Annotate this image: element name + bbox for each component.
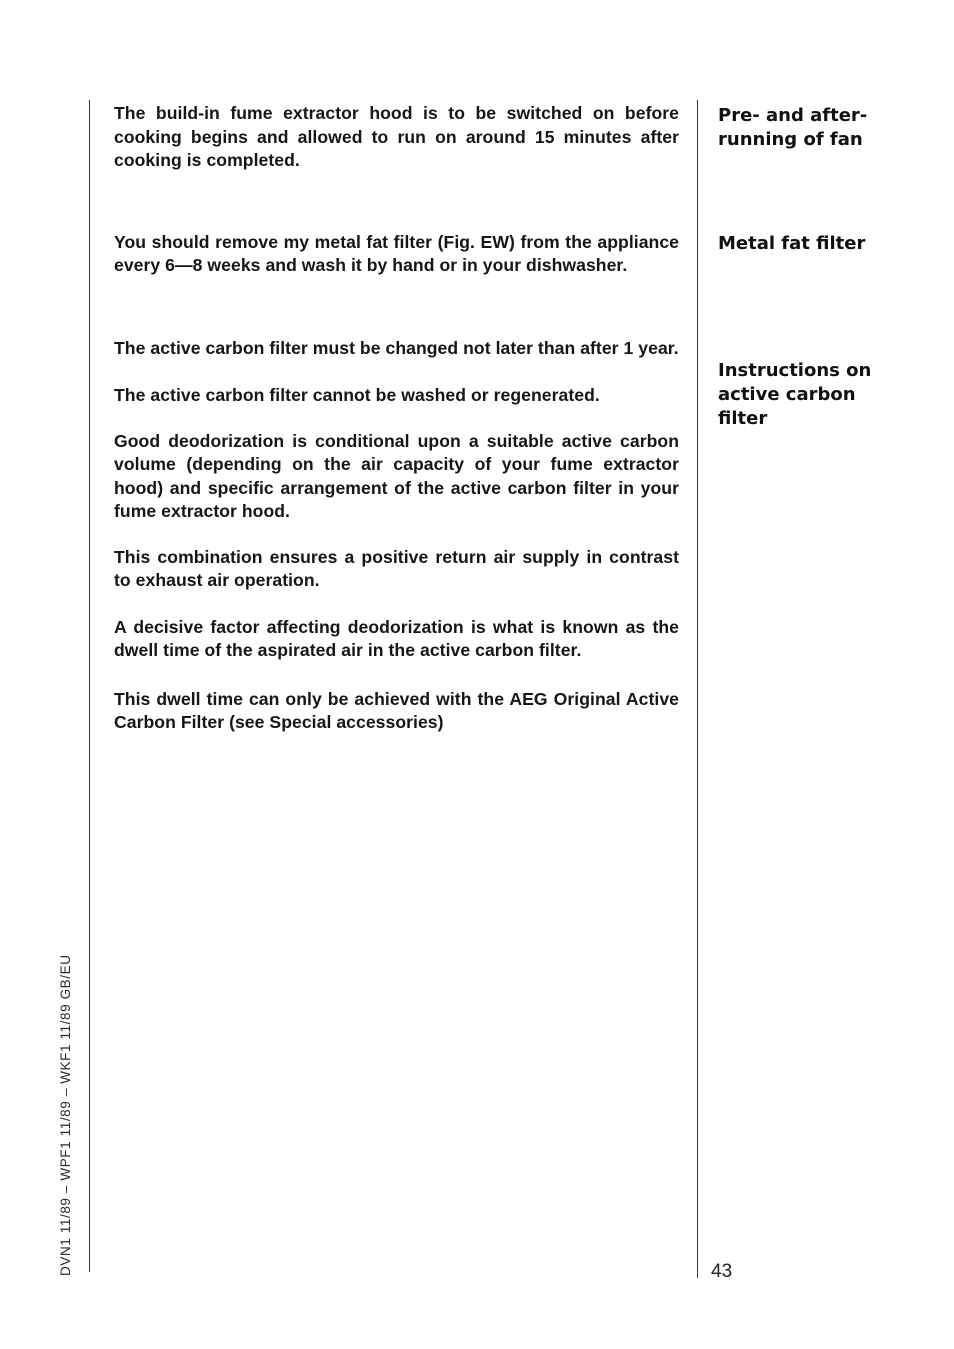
left-column-rule (89, 100, 90, 1272)
paragraph-dwell-time: A decisive factor affecting deodorization is what is known as the dwell time of the aspirated air in the active carbon filter. (114, 616, 679, 660)
paragraph-original-filter: This dwell time can only be achieved with the AEG Original Active Carbon Filter (see Special accessories) (114, 688, 679, 732)
margin-column-rule (697, 100, 698, 1278)
paragraph-metal-fat-filter: You should remove my metal fat filter (Fig. EW) from the appliance every 6—8 weeks and wash it by hand or in your dishwasher. (114, 231, 679, 275)
side-heading-metal-fat-filter: Metal fat filter (718, 233, 866, 254)
page-number: 43 (711, 1261, 733, 1282)
side-heading-pre-after-running: Pre- and after-running of fan (718, 105, 868, 150)
document-code: DVN1 11/89 – WPF1 11/89 – WKF1 11/89 GB/EU (58, 954, 73, 1276)
main-text-column (114, 102, 679, 735)
side-heading-carbon-filter: Instructions on active carbon filter (718, 360, 872, 429)
paragraph-carbon-filter-change: The active carbon filter must be changed not later than after 1 year. (114, 337, 679, 358)
paragraph-fan-running: The build-in fume extractor hood is to be switched on before cooking begins and allowed to run on around 15 minutes after cooking is completed. (114, 103, 679, 170)
paragraph-return-air: This combination ensures a positive return air supply in contrast to exhaust air operation. (114, 546, 679, 590)
paragraph-carbon-filter-washing: The active carbon filter cannot be washed or regenerated. (114, 385, 600, 405)
paragraph-deodorization-conditions: Good deodorization is conditional upon a suitable active carbon volume (depending on the air capacity of your fume extractor hood) and specific arrangement of the active carbon filter in your fume extractor hood. (114, 430, 679, 521)
